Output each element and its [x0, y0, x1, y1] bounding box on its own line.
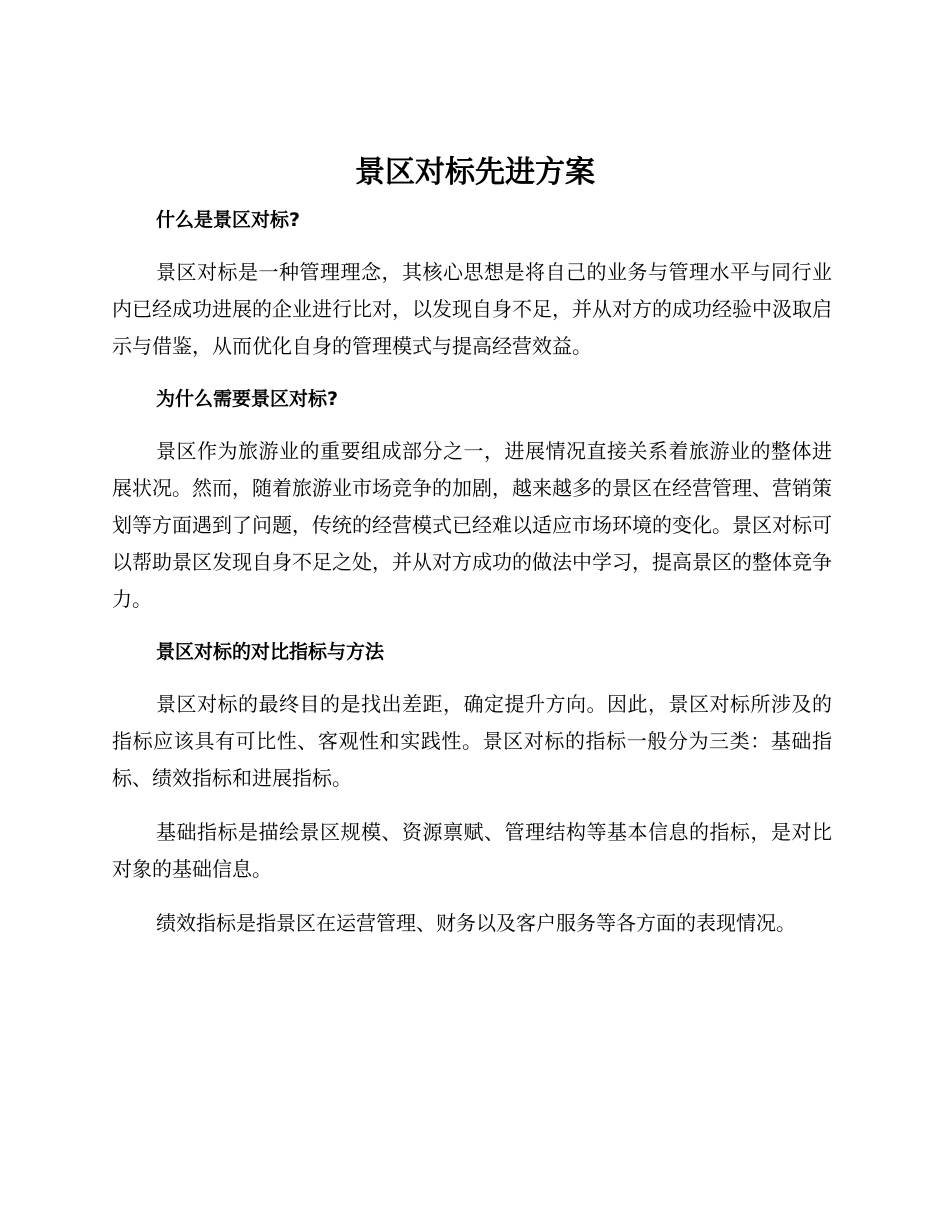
section-heading: 为什么需要景区对标? — [156, 388, 339, 410]
section-heading: 景区对标的对比指标与方法 — [156, 641, 385, 663]
paragraph: 景区作为旅游业的重要组成部分之一，进展情况直接关系着旅游业的整体进展状况。然而，随着旅游业市场竞争的加剧，越来越多的景区在经营管理、营销策划等方面遇到了问题，传统的经营模式已经难以适应市场环境的变化。景区对标可以帮助景区发现自身不足之处，并从对方成功的做法中学习，提高景区的整体竞争力。 — [112, 439, 832, 611]
paragraph: 景区对标的最终目的是找出差距，确定提升方向。因此，景区对标所涉及的指标应该具有可比性、客观性和实践性。景区对标的指标一般分为三类：基础指标、绩效指标和进展指标。 — [112, 692, 832, 790]
section-heading: 什么是景区对标? — [156, 209, 301, 231]
paragraph: 绩效指标是指景区在运营管理、财务以及客户服务等各方面的表现情况。 — [156, 911, 796, 935]
section-indicators-and-methods — [112, 635, 832, 942]
section-what-is-benchmarking — [112, 203, 832, 365]
document-title: 景区对标先进方案 — [355, 155, 595, 190]
paragraph: 基础指标是描绘景区规模、资源禀赋、管理结构等基本信息的指标，是对比对象的基础信息。 — [112, 820, 832, 881]
document-body — [112, 203, 832, 942]
section-why-benchmarking — [112, 382, 832, 618]
paragraph: 景区对标是一种管理理念，其核心思想是将自己的业务与管理水平与同行业内已经成功进展的企业进行比对，以发现自身不足，并从对方的成功经验中汲取启示与借鉴，从而优化自身的管理模式与提高经营效益。 — [112, 260, 832, 358]
